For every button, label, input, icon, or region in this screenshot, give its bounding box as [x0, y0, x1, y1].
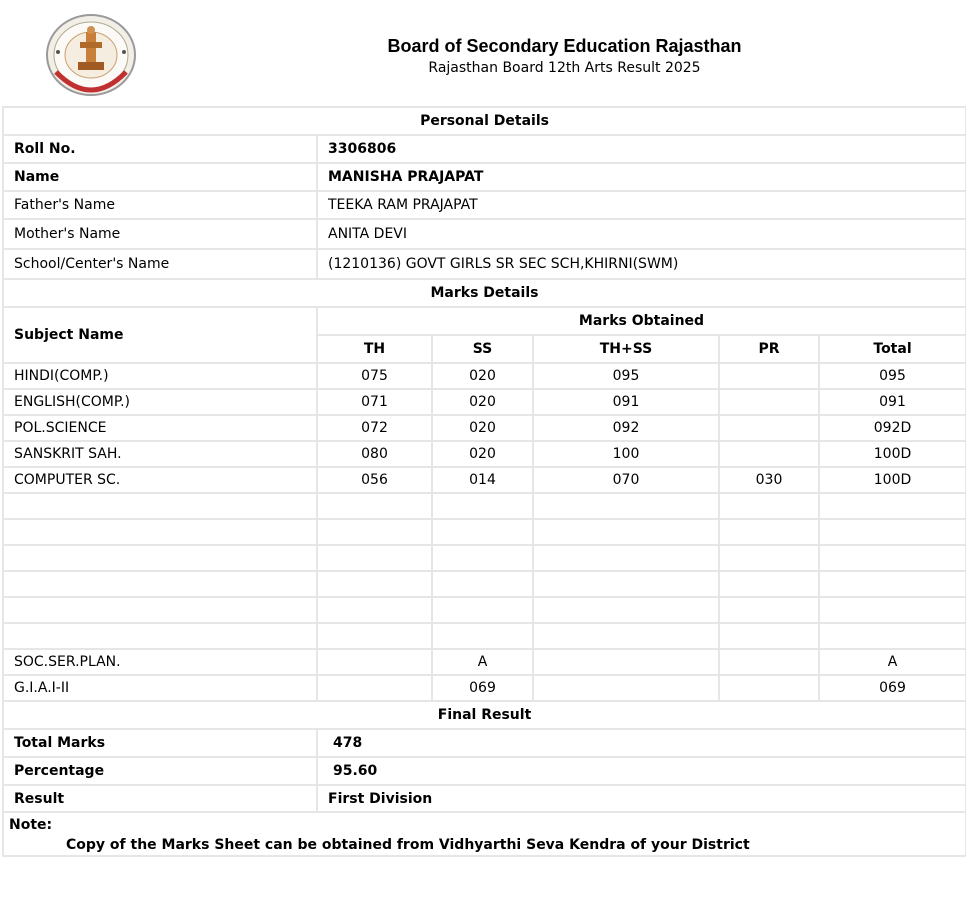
th-marks-cell: 072 [317, 415, 432, 441]
marks-row [3, 623, 966, 649]
th-marks-cell [317, 623, 432, 649]
marks-row [3, 519, 966, 545]
column-header-th-ss: TH+SS [533, 335, 719, 363]
total-marks-cell: 100D [819, 441, 966, 467]
result-label: Result [3, 785, 317, 812]
note-cell [3, 812, 966, 856]
subject-name-cell [3, 519, 317, 545]
marks-header-row-1 [3, 307, 966, 335]
th-marks-cell [317, 519, 432, 545]
column-header-ss: SS [432, 335, 533, 363]
pr-marks-cell [719, 363, 819, 389]
ss-marks-cell: 014 [432, 467, 533, 493]
marks-row [3, 493, 966, 519]
subject-name-cell [3, 493, 317, 519]
pr-marks-cell [719, 415, 819, 441]
pr-marks-cell [719, 675, 819, 701]
ss-marks-cell: A [432, 649, 533, 675]
marks-row [3, 415, 966, 441]
total-marks-label: Total Marks [3, 729, 317, 757]
ss-marks-cell [432, 571, 533, 597]
th-marks-cell: 080 [317, 441, 432, 467]
ss-marks-cell: 069 [432, 675, 533, 701]
th-marks-cell [317, 649, 432, 675]
total-marks-cell [819, 493, 966, 519]
roll-label: Roll No. [3, 135, 317, 163]
marks-details-heading: Marks Details [3, 279, 966, 307]
pr-marks-cell [719, 519, 819, 545]
subject-name-cell: ENGLISH(COMP.) [3, 389, 317, 415]
total-marks-cell: 091 [819, 389, 966, 415]
mother-value: ANITA DEVI [317, 219, 966, 249]
ss-marks-cell [432, 597, 533, 623]
result-value: First Division [317, 785, 966, 812]
th-ss-marks-cell [533, 519, 719, 545]
column-header-pr: PR [719, 335, 819, 363]
marks-row [3, 649, 966, 675]
column-header-th: TH [317, 335, 432, 363]
th-ss-marks-cell: 092 [533, 415, 719, 441]
roll-row [3, 135, 966, 163]
total-marks-cell [819, 623, 966, 649]
pr-marks-cell [719, 571, 819, 597]
marks-row [3, 441, 966, 467]
total-marks-cell: 069 [819, 675, 966, 701]
th-ss-marks-cell [533, 493, 719, 519]
subject-name-cell [3, 623, 317, 649]
school-label: School/Center's Name [3, 249, 317, 279]
personal-details-heading-row [3, 107, 966, 135]
pr-marks-cell [719, 389, 819, 415]
total-marks-cell [819, 597, 966, 623]
subject-name-cell: HINDI(COMP.) [3, 363, 317, 389]
personal-details-heading: Personal Details [3, 107, 966, 135]
th-ss-marks-cell [533, 545, 719, 571]
ss-marks-cell: 020 [432, 363, 533, 389]
th-marks-cell: 056 [317, 467, 432, 493]
total-marks-row [3, 729, 966, 757]
ss-marks-cell [432, 623, 533, 649]
ss-marks-cell: 020 [432, 441, 533, 467]
pr-marks-cell [719, 441, 819, 467]
th-marks-cell [317, 545, 432, 571]
th-ss-marks-cell [533, 597, 719, 623]
roll-value: 3306806 [317, 135, 966, 163]
ss-marks-cell: 020 [432, 389, 533, 415]
marks-row [3, 571, 966, 597]
result-row [3, 785, 966, 812]
final-result-heading-row [3, 701, 966, 729]
percentage-label: Percentage [3, 757, 317, 785]
pr-marks-cell [719, 597, 819, 623]
th-marks-cell [317, 597, 432, 623]
percentage-row [3, 757, 966, 785]
note-text: Copy of the Marks Sheet can be obtained from Vidhyarthi Seva Kendra of your District [66, 837, 750, 853]
pr-marks-cell [719, 545, 819, 571]
th-marks-cell: 075 [317, 363, 432, 389]
school-row [3, 249, 966, 279]
marks-obtained-header: Marks Obtained [317, 307, 966, 335]
subject-name-cell [3, 597, 317, 623]
subject-name-cell: G.I.A.I-II [3, 675, 317, 701]
marks-details-heading-row [3, 279, 966, 307]
page-subtitle: Rajasthan Board 12th Arts Result 2025 [428, 60, 701, 76]
page-header [0, 0, 966, 105]
result-table [2, 106, 966, 857]
total-marks-cell: 100D [819, 467, 966, 493]
percentage-value: 95.60 [317, 757, 966, 785]
school-value: (1210136) GOVT GIRLS SR SEC SCH,KHIRNI(SWM) [317, 249, 966, 279]
subject-name-cell: SANSKRIT SAH. [3, 441, 317, 467]
subject-name-cell [3, 571, 317, 597]
total-marks-cell [819, 571, 966, 597]
th-ss-marks-cell [533, 571, 719, 597]
marks-row [3, 597, 966, 623]
th-marks-cell: 071 [317, 389, 432, 415]
th-marks-cell [317, 571, 432, 597]
marks-rows [3, 363, 966, 701]
final-result-heading: Final Result [3, 701, 966, 729]
ss-marks-cell [432, 493, 533, 519]
note-row [3, 812, 966, 856]
father-value: TEEKA RAM PRAJAPAT [317, 191, 966, 219]
pr-marks-cell [719, 493, 819, 519]
marks-row [3, 363, 966, 389]
ss-marks-cell [432, 545, 533, 571]
name-value: MANISHA PRAJAPAT [317, 163, 966, 191]
total-marks-value: 478 [317, 729, 966, 757]
page-title: Board of Secondary Education Rajasthan [387, 36, 742, 56]
name-row [3, 163, 966, 191]
subject-name-cell: SOC.SER.PLAN. [3, 649, 317, 675]
father-label: Father's Name [3, 191, 317, 219]
th-ss-marks-cell: 095 [533, 363, 719, 389]
th-ss-marks-cell [533, 649, 719, 675]
father-row [3, 191, 966, 219]
marks-row [3, 545, 966, 571]
pr-marks-cell: 030 [719, 467, 819, 493]
total-marks-cell: A [819, 649, 966, 675]
marks-row [3, 467, 966, 493]
pr-marks-cell [719, 649, 819, 675]
total-marks-cell [819, 545, 966, 571]
th-ss-marks-cell: 070 [533, 467, 719, 493]
th-marks-cell [317, 675, 432, 701]
th-ss-marks-cell: 100 [533, 441, 719, 467]
total-marks-cell [819, 519, 966, 545]
th-marks-cell [317, 493, 432, 519]
marks-row [3, 675, 966, 701]
subject-name-cell: COMPUTER SC. [3, 467, 317, 493]
ss-marks-cell: 020 [432, 415, 533, 441]
th-ss-marks-cell: 091 [533, 389, 719, 415]
marks-row [3, 389, 966, 415]
pr-marks-cell [719, 623, 819, 649]
ss-marks-cell [432, 519, 533, 545]
subject-name-header: Subject Name [3, 307, 317, 363]
column-header-total: Total [819, 335, 966, 363]
subject-name-cell [3, 545, 317, 571]
th-ss-marks-cell [533, 623, 719, 649]
note-label: Note: [9, 817, 53, 833]
name-label: Name [3, 163, 317, 191]
th-ss-marks-cell [533, 675, 719, 701]
mother-label: Mother's Name [3, 219, 317, 249]
total-marks-cell: 095 [819, 363, 966, 389]
subject-name-cell: POL.SCIENCE [3, 415, 317, 441]
mother-row [3, 219, 966, 249]
total-marks-cell: 092D [819, 415, 966, 441]
